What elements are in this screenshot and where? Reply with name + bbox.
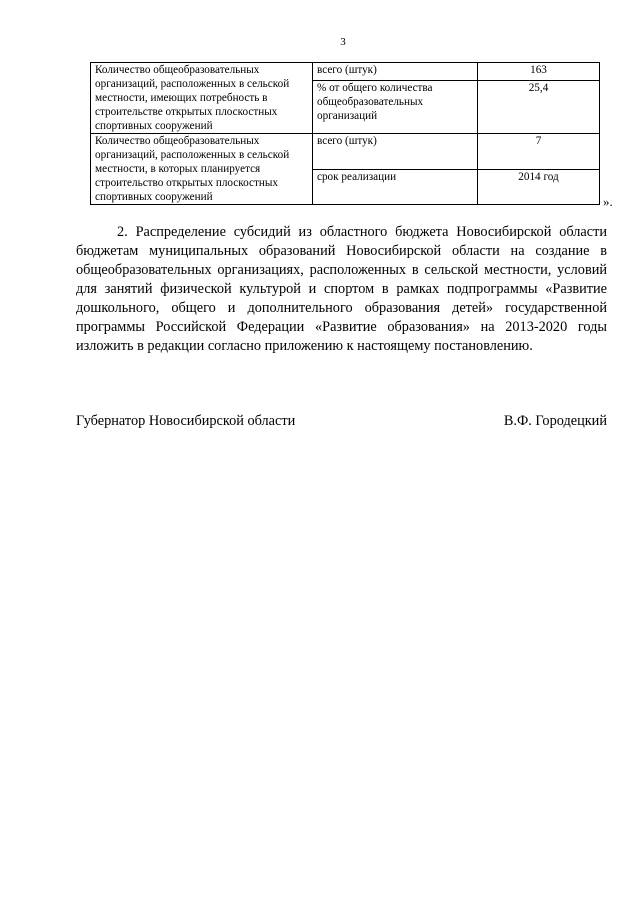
signatory-position: Губернатор Новосибирской области <box>76 413 296 429</box>
indicator-cell: Количество общеобразовательных организаций, расположенных в сельской местности, в которых планируется строительство открытых плоскостных спортивных сооружений <box>91 134 313 205</box>
unit-cell: всего (штук) <box>313 134 478 170</box>
unit-cell: срок реализации <box>313 169 478 205</box>
body-paragraph: 2. Распределение субсидий из областного бюджета Новосибирской области бюджетам муниципальных образований Новосибирской области на создание в общеобразовательных организациях, расположенных в сельской местности, условий для занятий физической культурой и спортом в рамках подпрограммы «Развитие дошкольного, общего и дополнительного образования детей» государственной программы Российской Федерации «Развитие образования» на 2013-2020 годы изложить в редакции согласно приложению к настоящему постановлению. <box>76 224 607 354</box>
indicators-table <box>90 62 600 205</box>
signatory-name: В.Ф. Городецкий <box>503 413 607 429</box>
table-row <box>91 134 600 170</box>
closing-quote: ». <box>603 194 613 209</box>
value-cell: 2014 год <box>478 169 600 205</box>
unit-cell: всего (штук) <box>313 63 478 81</box>
unit-cell: % от общего количества общеобразовательных организаций <box>313 81 478 134</box>
value-cell: 7 <box>478 134 600 170</box>
table-row <box>91 63 600 81</box>
indicator-cell: Количество общеобразовательных организаций, расположенных в сельской местности, имеющих потребность в строительстве открытых плоскостных спортивных сооружений <box>91 63 313 134</box>
page-number: 3 <box>340 36 346 48</box>
value-cell: 163 <box>478 63 600 81</box>
value-cell: 25,4 <box>478 81 600 134</box>
signature-block <box>76 412 607 431</box>
